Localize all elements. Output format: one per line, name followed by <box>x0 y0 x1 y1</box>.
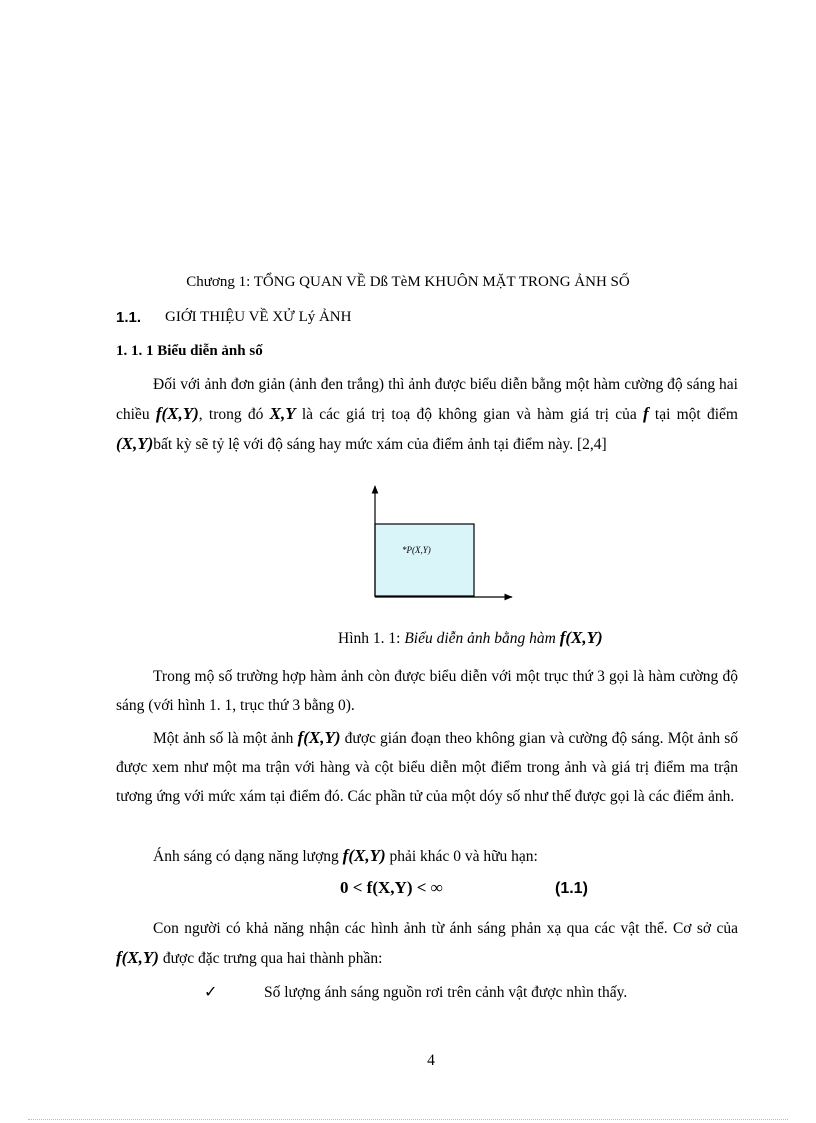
para1-text-4: tại một điểm <box>648 406 738 423</box>
paragraph-light-energy <box>116 841 738 871</box>
chapter-title: Chương 1: TỔNG QUAN VỀ Dß TèM KHUÔN MẶT TRONG ẢNH SỐ <box>186 274 630 290</box>
para3-math-fxy: f(X,Y) <box>297 728 341 747</box>
para5-text-2: được đặc trưng qua hai thành phần: <box>158 950 383 967</box>
paragraph-third-axis: Trong mộ số trường hợp hàm ảnh còn được biểu diễn với một trục thứ 3 gọi là hàm cường độ sáng (với hình 1. 1, trục thứ 3 bằng 0). <box>116 668 738 714</box>
para4-math-fxy: f(X,Y) <box>342 846 386 865</box>
page-bottom-divider <box>28 1119 788 1120</box>
para1-text-3: là các giá trị toạ độ không gian và hàm giá trị của <box>295 406 643 423</box>
math-fxy: f(X,Y) <box>155 404 199 423</box>
section-title: GIỚI THIỆU VỀ XỬ Lý ẢNH <box>165 309 352 325</box>
image-region-rect <box>375 524 474 596</box>
caption-math-fxy: f(X,Y) <box>559 628 603 647</box>
bullet-item: Số lượng ánh sáng nguồn rơi trên cảnh vật được nhìn thấy. <box>264 984 628 1001</box>
figure-caption <box>338 628 603 648</box>
para4-text-1: Ánh sáng có dạng năng lượng <box>153 848 343 865</box>
page-number: 4 <box>427 1052 435 1069</box>
para1-text-1: Đối với ảnh đơn giản (ảnh đen trắng) thì ảnh được biểu diễn bằng một hàm cường độ sáng hai chiều <box>116 376 738 423</box>
point-label: *P(X,Y) <box>402 545 431 555</box>
math-f: f <box>642 404 649 423</box>
para4-text-2: phải khác 0 và hữu hạn: <box>385 848 538 865</box>
section-number: 1.1. <box>116 309 142 326</box>
math-point-xy: (X,Y) <box>116 434 154 453</box>
caption-prefix: Hình 1. 1: <box>338 630 405 647</box>
para3-text-2: được gián đoạn theo không gian và cường độ sáng. Một ảnh số được xem như một ma trận với hàng và cột biểu diễn một điểm trong ảnh và giá trị điểm ma trận tương ứng với mức xám tại điểm đó. Các phần tử của một dóy số như thế được gọi là các điểm ảnh. <box>116 730 738 805</box>
para5-math-fxy: f(X,Y) <box>116 948 159 967</box>
math-xy: X,Y <box>269 404 296 423</box>
subsection-title: 1. 1. 1 Biểu diễn ảnh số <box>116 343 263 359</box>
equation-number: (1.1) <box>555 880 588 897</box>
equation: 0 < f(X,Y) < ∞ <box>340 878 443 897</box>
caption-text: Biểu diễn ảnh bằng hàm <box>404 630 560 647</box>
checkmark-icon: ✓ <box>204 984 218 1001</box>
paragraph-image-representation <box>116 370 738 459</box>
para3-text-1: Một ảnh số là một ảnh <box>153 730 298 747</box>
paragraph-digital-image <box>116 723 738 811</box>
para1-text-5: bất kỳ sẽ tỷ lệ với độ sáng hay mức xám của điểm ảnh tại điểm này. [2,4] <box>153 436 607 453</box>
para1-text-2: , trong đó <box>198 406 270 423</box>
paragraph-perception <box>116 914 738 973</box>
image-function-figure <box>366 484 516 602</box>
para5-text-1: Con người có khả năng nhận các hình ảnh từ ánh sáng phản xạ qua các vật thể. Cơ sở của <box>153 920 738 937</box>
